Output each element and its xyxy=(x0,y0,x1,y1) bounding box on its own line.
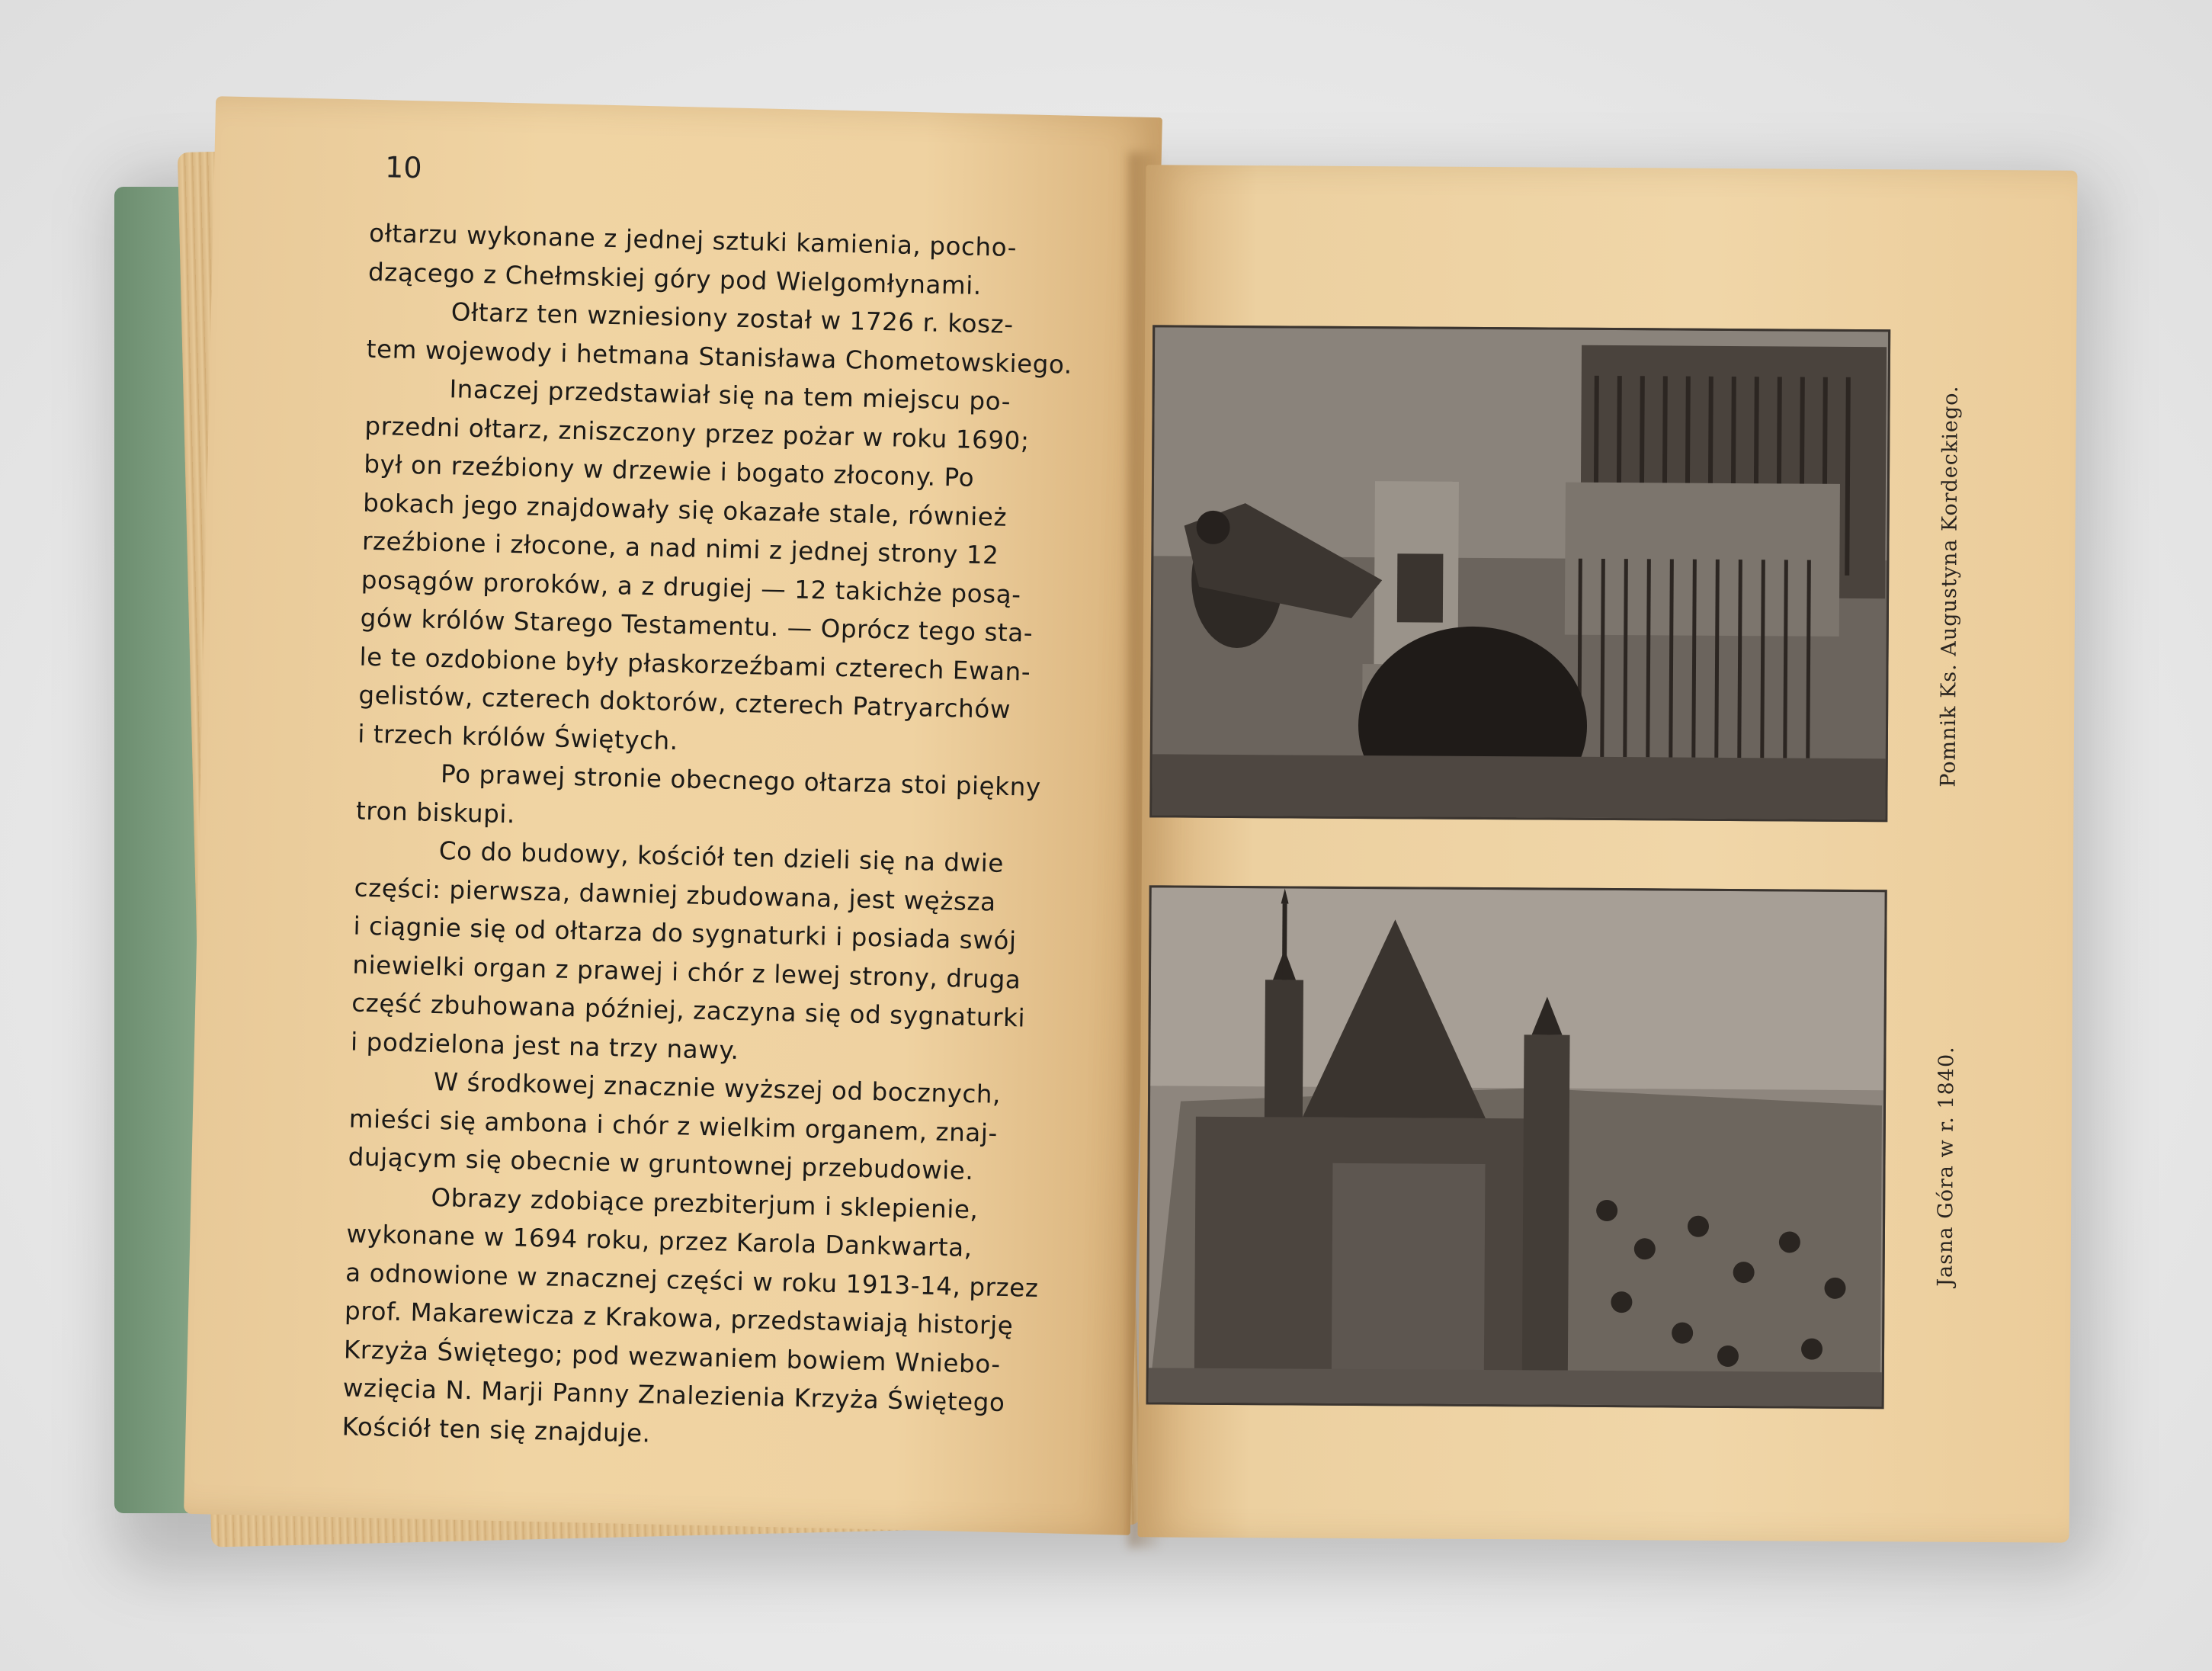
text-line: tron biskupi. xyxy=(355,796,516,829)
text-line: wzięcia N. Marji Panny Znalezienia Krzyża Świętego xyxy=(342,1373,1005,1418)
text-line: le te ozdobione były płaskorzeźbami czterech Ewan- xyxy=(359,642,1031,687)
monument-illustration xyxy=(1152,327,1888,819)
text-line: część zbuhowana później, zaczyna się od sygnaturki xyxy=(351,988,1026,1033)
text-line: mieści się ambona i chór z wielkim organem, znaj- xyxy=(348,1103,999,1148)
text-line: gów królów Starego Testamentu. — Oprócz tego sta- xyxy=(360,603,1034,648)
text-line: wykonane w 1694 roku, przez Karola Dankwarta, xyxy=(346,1219,973,1263)
text-line: Obrazy zdobiące prezbiterjum i sklepienie, xyxy=(431,1182,979,1224)
text-line: niewielki organ z prawej i chór z lewej strony, druga xyxy=(352,950,1021,994)
text-line: i trzech królów Świętych. xyxy=(357,719,679,755)
text-line: i podzielona jest na trzy nawy. xyxy=(350,1026,740,1065)
text-line: tem wojewody i hetmana Stanisława Chometowskiego. xyxy=(366,334,1073,380)
text-line: Po prawej stronie obecnego ołtarza stoi piękny xyxy=(440,759,1042,802)
text-line: Ołtarz ten wzniesiony został w 1726 r. kosz- xyxy=(450,297,1015,339)
page-number: 10 xyxy=(384,150,423,185)
text-line: części: pierwsza, dawniej zbudowana, jest węższa xyxy=(354,873,997,917)
text-line: Krzyża Świętego; pod wezwaniem bowiem Wniebo- xyxy=(343,1334,1002,1379)
text-line: bokach jego znajdowały się okazałe stale, również xyxy=(362,488,1008,532)
text-line: Kościół ten się znajduje. xyxy=(341,1411,652,1448)
text-line: W środkowej znacznie wyższej od bocznych, xyxy=(433,1066,1002,1109)
body-text xyxy=(341,214,1124,1463)
text-line: a odnowione w znacznej części w roku 1913-14, przez xyxy=(345,1257,1039,1303)
text-line: dującym się obecnie w gruntownej przebudowie. xyxy=(348,1142,974,1186)
jasna-gora-illustration xyxy=(1149,887,1885,1406)
jasna-gora-photo xyxy=(1146,885,1887,1409)
text-line: Co do budowy, kościół ten dzieli się na dwie xyxy=(438,836,1005,878)
text-line: posągów proroków, a z drugiej — 12 takichże posą- xyxy=(361,565,1022,609)
text-line: gelistów, czterech doktorów, czterech Patryarchów xyxy=(358,680,1011,725)
text-line: dzącego z Chełmskiej góry pod Wielgomłynami. xyxy=(367,257,983,300)
text-line: i ciągnie się od ołtarza do sygnaturki i posiada swój xyxy=(353,911,1018,956)
text-line: prof. Makarewicza z Krakowa, przedstawiają historję xyxy=(344,1296,1014,1341)
text-line: przedni ołtarz, zniszczony przez pożar w roku 1690; xyxy=(364,411,1030,455)
photo-caption-top: Pomnik Ks. Augustyna Kordeckiego. xyxy=(1936,385,1963,787)
monument-photo xyxy=(1149,325,1890,822)
right-page xyxy=(1138,165,2078,1542)
text-line: był on rzeźbiony w drzewie i bogato złocony. Po xyxy=(363,449,975,492)
text-line: ołtarzu wykonane z jednej sztuki kamienia, pocho- xyxy=(368,218,1018,263)
left-page xyxy=(184,96,1162,1535)
text-line: Inaczej przedstawiał się na tem miejscu po- xyxy=(449,374,1011,416)
text-line: rzeźbione i złocone, a nad nimi z jednej strony 12 xyxy=(361,526,999,570)
photo-caption-bottom: Jasna Góra w r. 1840. xyxy=(1933,1046,1959,1287)
